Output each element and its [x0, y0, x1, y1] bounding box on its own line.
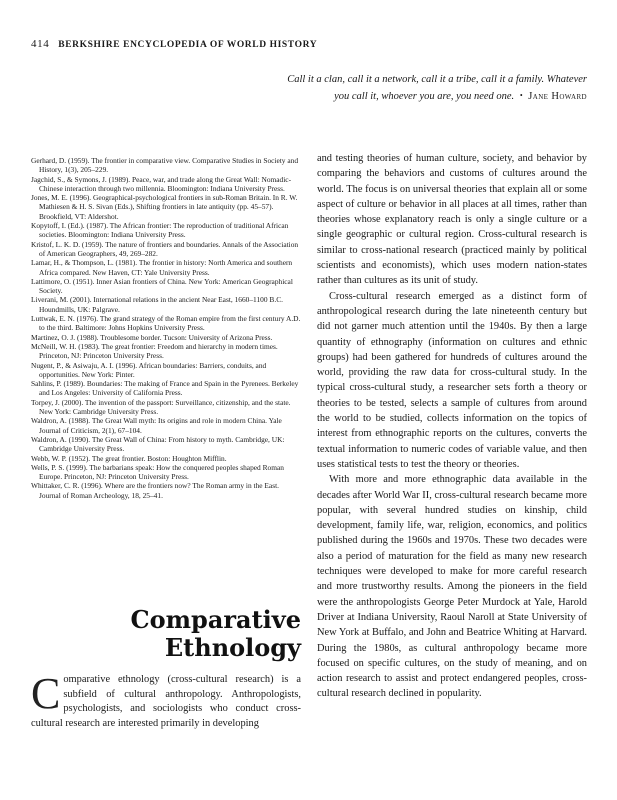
reference-item: Lattimore, O. (1951). Inner Asian frontiers of China. New York: American Geographical Society. [31, 276, 293, 296]
intro-text: omparative ethnology (cross-cultural research) is a subfield of cultural anthropology. Anthropologists, psychologists, and sociologists who conduct cross-cultural research are interested primarily in developing [31, 674, 301, 729]
quote-text: Call it a clan, call it a network, call it a tribe, call it a family. Whatever you call it, whoever you are, you need one. [287, 74, 587, 102]
reference-item: Torpey, J. (2000). The invention of the passport: Surveillance, citizenship, and the state. New York: Cambridge University Press. [31, 397, 291, 417]
reference-item: Liverani, M. (2001). International relations in the ancient Near East, 1660–1100 B.C. Houndmills, UK: Palgrave. [31, 295, 283, 314]
reference-item: Whittaker, C. R. (1996). Where are the frontiers now? The Roman army in the East. Journal of Roman Archeology, 18, 25–41. [31, 481, 279, 500]
reference-item: Waldron, A. (1988). The Great Wall myth: Its origins and role in modern China. Yale Journal of Criticism, 2(1), 67–104. [31, 416, 282, 435]
body-paragraph: and testing theories of human culture, society, and behavior by comparing the behaviors and customs of cultures around the world. The focus is on universal theories that explain all or some aspect of culture or behavior in all places at all times, rather than theories whose explanatory reach is only a single culture or a single geographic or cultural region. Cross-cultural research is similar to cross-national research (practiced mainly by political scientists and economists), which uses modern nation-states rather than cultures as its unit of study. [317, 153, 587, 287]
reference-item: Martinez, O. J. (1988). Troublesome border. Tucson: University of Arizona Press. [31, 332, 273, 342]
reference-item: Lamar, H., & Thompson, L. (1981). The frontier in history: North America and southern Africa compared. New Haven, CT: Yale University Press. [31, 258, 293, 277]
reference-item: McNeill, W. H. (1983). The great frontier: Freedom and hierarchy in modern times. Princeton, NJ: Princeton University Press. [31, 341, 278, 361]
body-paragraph: With more and more ethnographic data available in the decades after World War II, cross-cultural research became more popular, with several hundred studies on kinship, child development, family life, war, religion, economics, and politics published during the 1960s and 1970s. These two decades were also a period of maturation for the field as many new research techniques were developed to make for more careful research and more trustworthy results. Among the pioneers in the field were the anthropologists George Peter Murdock at Yale, Harold Driver at Indiana University, Raoul Naroll at State University of New York at Buffalo, and John and Beatrice Whiting at Harvard. During the 1980s, as cultural anthropology became more focused on specific cultures, on the study of meaning, and on action research to assist and protect endangered peoples, cross-cultural research declined in popularity. [317, 474, 587, 700]
article-title-line-2: Ethnology [164, 633, 301, 662]
article-intro [31, 669, 301, 731]
drop-cap: C [31, 669, 61, 718]
reference-item: Gerhard, D. (1959). The frontier in comparative view. Comparative Studies in Society and History, 1(3), 205–229. [31, 156, 299, 175]
quote-author: Jane Howard [528, 91, 587, 102]
article-title-line-1: Comparative [130, 605, 301, 634]
reference-list [31, 156, 301, 500]
running-title: BERKSHIRE ENCYCLOPEDIA OF WORLD HISTORY [58, 40, 318, 50]
reference-item: Sahlins, P. (1989). Boundaries: The making of France and Spain in the Pyrenees. Berkeley and Los Angeles: University of California Press. [31, 379, 299, 398]
reference-item: Luttwak, E. N. (1976). The grand strategy of the Roman empire from the first century A.D. to the third. Baltimore: Johns Hopkins University Press. [31, 314, 301, 333]
reference-item: Webb, W. P. (1952). The great frontier. Boston: Houghton Mifflin. [31, 453, 227, 463]
reference-item: Kopytoff, I. (Ed.). (1987). The African frontier: The reproduction of traditional African societies. Bloomington: Indiana University Press. [31, 221, 289, 240]
quote-bullet: • [519, 91, 523, 100]
reference-item: Jagchid, S., & Symons, J. (1989). Peace, war, and trade along the Great Wall: Nomadic-Chinese interaction through two millennia. Bloomington: Indiana University Press. [31, 174, 292, 193]
running-header [31, 38, 317, 50]
reference-item: Wells, P. S. (1999). The barbarians speak: How the conquered peoples shaped Roman Europe. Princeton, NJ: Princeton University Press. [31, 462, 284, 482]
epigraph-quote [287, 72, 587, 105]
reference-item: Jones, M. E. (1996). Geographical-psychological frontiers in sub-Roman Britain. In R. W. Mathiesen & H. S. Sivan (Eds.), Shifting frontiers in late antiquity (pp. 45–57). Brookfield, VT: Aldershot. [31, 193, 298, 221]
page-number: 414 [31, 38, 50, 50]
article-body [317, 151, 587, 702]
reference-item: Kristof, L. K. D. (1959). The nature of frontiers and boundaries. Annals of the Association of American Geographers, 49, 269–282. [31, 239, 299, 258]
reference-item: Waldron, A. (1990). The Great Wall of China: From history to myth. Cambridge, UK: Cambridge University Press. [31, 434, 285, 454]
reference-item: Nugent, P., & Asiwaju, A. I. (1996). African boundaries: Barriers, conduits, and opportunities. New York: Pinter. [31, 360, 267, 379]
body-paragraph: Cross-cultural research emerged as a distinct form of anthropological research during the late nineteenth century but did not garner much attention until the 1940s. By then a large quantity of ethnography (information on cultures and ethnic groups) had been gathered for hundreds of cultures around the world, providing the raw data for cross-cultural study. In the typical cross-cultural study, a researcher sets forth a theory or theories to be tested, selects a sample of cultures from around the world to be studied, collects information on the topics of interest from ethnographic reports on the cultures, converts the textual information to numeric codes of variable value, and then uses statistical tests to test the theory or theories. [317, 290, 587, 470]
article-title [31, 606, 301, 662]
